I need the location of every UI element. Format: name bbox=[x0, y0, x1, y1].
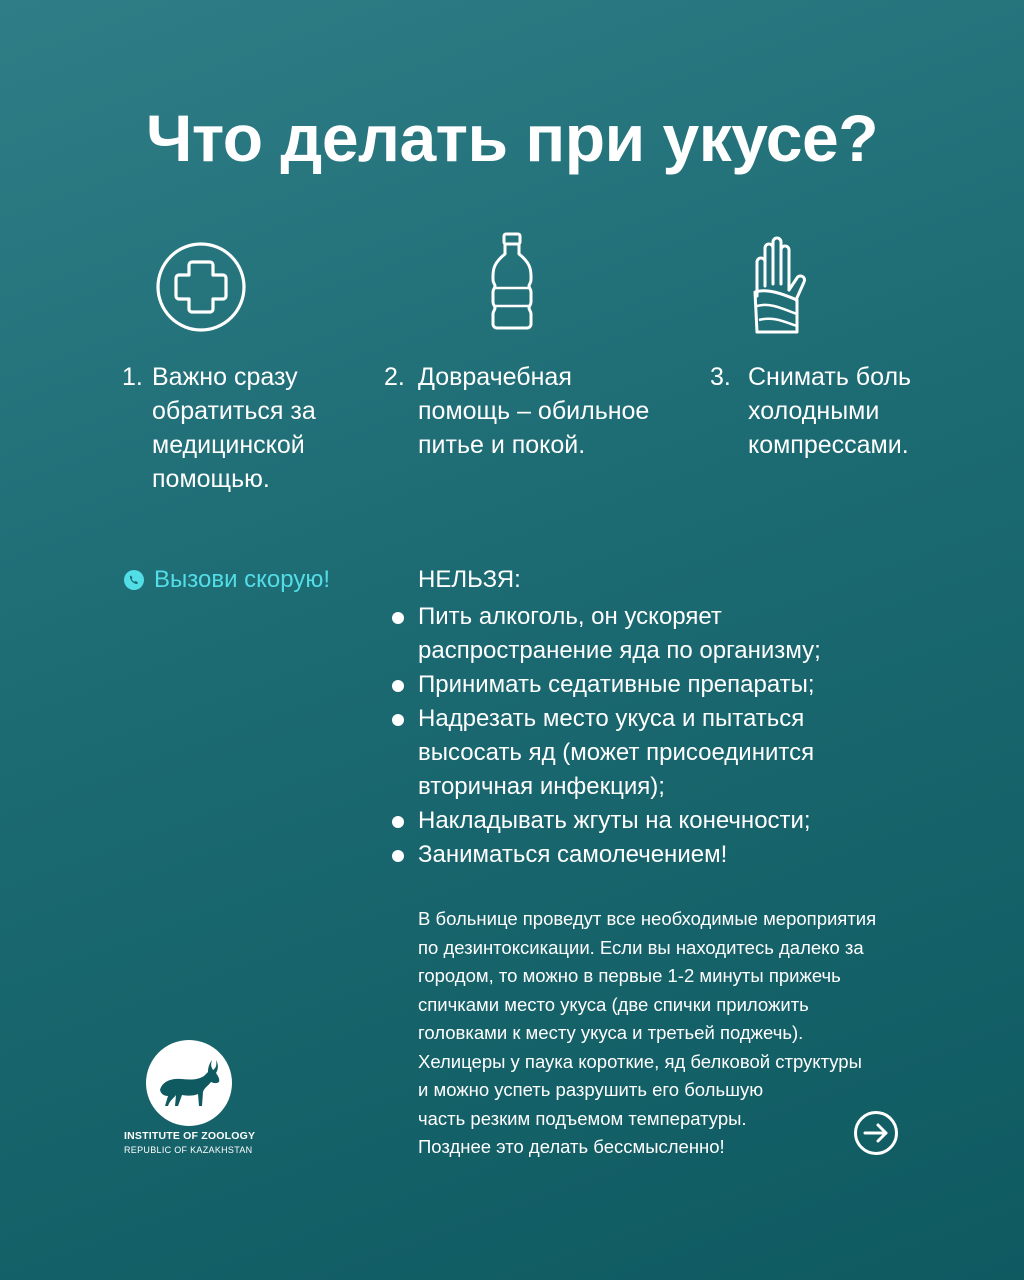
logo-name: INSTITUTE OF ZOOLOGY bbox=[124, 1130, 256, 1142]
list-item bbox=[390, 600, 870, 668]
bullet-icon bbox=[392, 850, 404, 862]
step-number: 3. bbox=[710, 363, 731, 391]
step-2 bbox=[384, 360, 649, 462]
step-number: 1. bbox=[122, 363, 143, 391]
bullet-icon bbox=[392, 714, 404, 726]
logo bbox=[146, 1040, 232, 1126]
step-text: Важно сразу обратиться за медицинской помощью. bbox=[152, 363, 316, 493]
list-item-text: Надрезать место укуса и пытаться высосать яд (может присоединится вторичная инфекция); bbox=[418, 705, 815, 800]
phone-icon bbox=[124, 570, 144, 590]
call-ambulance bbox=[124, 566, 330, 594]
list-item bbox=[390, 702, 870, 804]
list-item-text: Заниматься самолечением! bbox=[418, 841, 728, 868]
list-item-text: Пить алкоголь, он ускоряет распространение яда по организму; bbox=[418, 603, 821, 664]
bullet-icon bbox=[392, 680, 404, 692]
water-bottle-icon bbox=[487, 232, 537, 338]
step-number: 2. bbox=[384, 363, 405, 391]
list-item bbox=[390, 668, 870, 702]
bullet-icon bbox=[392, 816, 404, 828]
bullet-icon bbox=[392, 612, 404, 624]
step-text: Доврачебная помощь – обильное питье и покой. bbox=[418, 363, 650, 459]
list-item bbox=[390, 804, 870, 838]
arrow-right-icon[interactable] bbox=[853, 1110, 899, 1156]
saiga-antelope-icon bbox=[146, 1040, 232, 1126]
forbidden-list bbox=[390, 600, 870, 872]
hospital-note: В больнице проведут все необходимые мероприятия по дезинтоксикации. Если вы находитесь далеко за городом, то можно в первые 1-2 минуты прижечь спичками место укуса (две спички приложить головками к месту укуса и третьей поджечь). Хелицеры у паука короткие, яд белковой структуры и можно успеть разрушить его большую часть резким подъемом температуры. Позднее это делать бессмысленно! bbox=[418, 908, 877, 1157]
step-3 bbox=[710, 360, 911, 462]
call-text: Вызови скорую! bbox=[154, 566, 331, 593]
bandaged-hand-icon bbox=[745, 236, 813, 338]
medical-cross-icon bbox=[155, 241, 247, 333]
forbidden-heading: НЕЛЬЗЯ: bbox=[418, 566, 521, 593]
list-item bbox=[390, 838, 870, 872]
logo-subtitle: REPUBLIC OF KAZAKHSTAN bbox=[124, 1145, 253, 1155]
step-1 bbox=[122, 360, 316, 496]
page-title: Что делать при укусе? bbox=[145, 101, 879, 175]
list-item-text: Принимать седативные препараты; bbox=[418, 671, 815, 698]
list-item-text: Накладывать жгуты на конечности; bbox=[418, 807, 811, 834]
step-text: Снимать боль холодными компрессами. bbox=[748, 363, 912, 459]
